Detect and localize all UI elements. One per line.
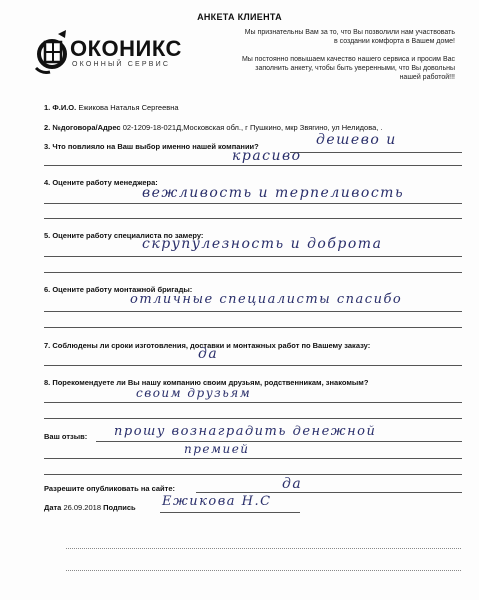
form-title: АНКЕТА КЛИЕНТА <box>197 12 282 22</box>
review-answer-2: премией <box>184 442 250 456</box>
answer-line <box>196 492 462 493</box>
date-value: 26.09.2018 <box>63 503 101 512</box>
publish-answer: да <box>282 476 303 492</box>
question-2-label: 2. №договора/Адрес <box>44 123 121 132</box>
question-1 <box>44 103 179 112</box>
answer-line <box>44 327 462 328</box>
answer-line <box>96 441 462 442</box>
signature: Ежикова Н.С <box>162 494 272 509</box>
logo-tagline: ОКОННЫЙ СЕРВИС <box>72 61 171 68</box>
review-answer: прошу вознаградить денежной <box>114 424 377 439</box>
question-7-label: 7. Соблюдены ли сроки изготовления, доставки и монтажных работ по Вашему заказу: <box>44 341 371 350</box>
question-5-answer: скрупулезность и доброта <box>142 236 383 252</box>
date-label: Дата <box>44 503 62 512</box>
answer-line <box>44 311 462 312</box>
question-6-label: 6. Оцените работу монтажной бригады: <box>44 285 193 294</box>
date-row <box>44 503 136 512</box>
review-label: Ваш отзыв: <box>44 432 88 441</box>
question-1-value: Ежикова Наталья Сергеевна <box>78 103 179 112</box>
question-2-value: 02-1209-18-021Д,Московская обл., г Пушкино, мкр Звягино, ул Нелидова, . <box>122 123 383 132</box>
question-4-label: 4. Оцените работу менеджера: <box>44 178 158 187</box>
signature-label: Подпись <box>103 503 136 512</box>
logo-name: ОКОНИКС <box>70 36 182 61</box>
question-2 <box>44 123 383 132</box>
question-7-answer: да <box>198 346 219 362</box>
publish-label: Разрешите опубликовать на сайте: <box>44 484 175 493</box>
answer-line <box>44 474 462 475</box>
answer-line <box>44 272 462 273</box>
answer-line <box>44 165 462 166</box>
blank-rule <box>66 570 461 571</box>
answer-line <box>44 256 462 257</box>
question-4-answer: вежливость и терпеливость <box>142 185 405 201</box>
question-3-answer: дешево и <box>316 132 397 148</box>
answer-line <box>44 203 462 204</box>
question-8-label: 8. Порекомендуете ли Вы нашу компанию своим друзьям, родственникам, знакомым? <box>44 378 369 387</box>
question-8-answer: своим друзьям <box>136 386 252 400</box>
answer-line <box>44 402 462 403</box>
note-text: Мы постоянно повышаем качество нашего сервиса и просим Вас заполнить анкету, чтобы быть уверенными, что Вы довольны нашей работой!!! <box>241 56 455 81</box>
blank-rule <box>66 548 461 549</box>
question-3-label: 3. Что повлияло на Ваш выбор именно нашей компании? <box>44 142 259 151</box>
answer-line <box>44 218 462 219</box>
signature-line <box>160 512 300 513</box>
question-5-label: 5. Оцените работу специалиста по замеру: <box>44 231 204 240</box>
answer-line <box>290 152 462 153</box>
answer-line <box>44 365 462 366</box>
question-3-answer-2: красиво <box>232 148 302 164</box>
thanks-text: Мы признательны Вам за то, что Вы позволили нам участвовать в создании комфорта в Вашем доме! <box>244 29 455 45</box>
answer-line <box>44 458 462 459</box>
question-6-answer: отличные специалисты спасибо <box>130 292 403 307</box>
answer-line <box>44 418 462 419</box>
question-1-label: 1. Ф.И.О. <box>44 103 77 112</box>
